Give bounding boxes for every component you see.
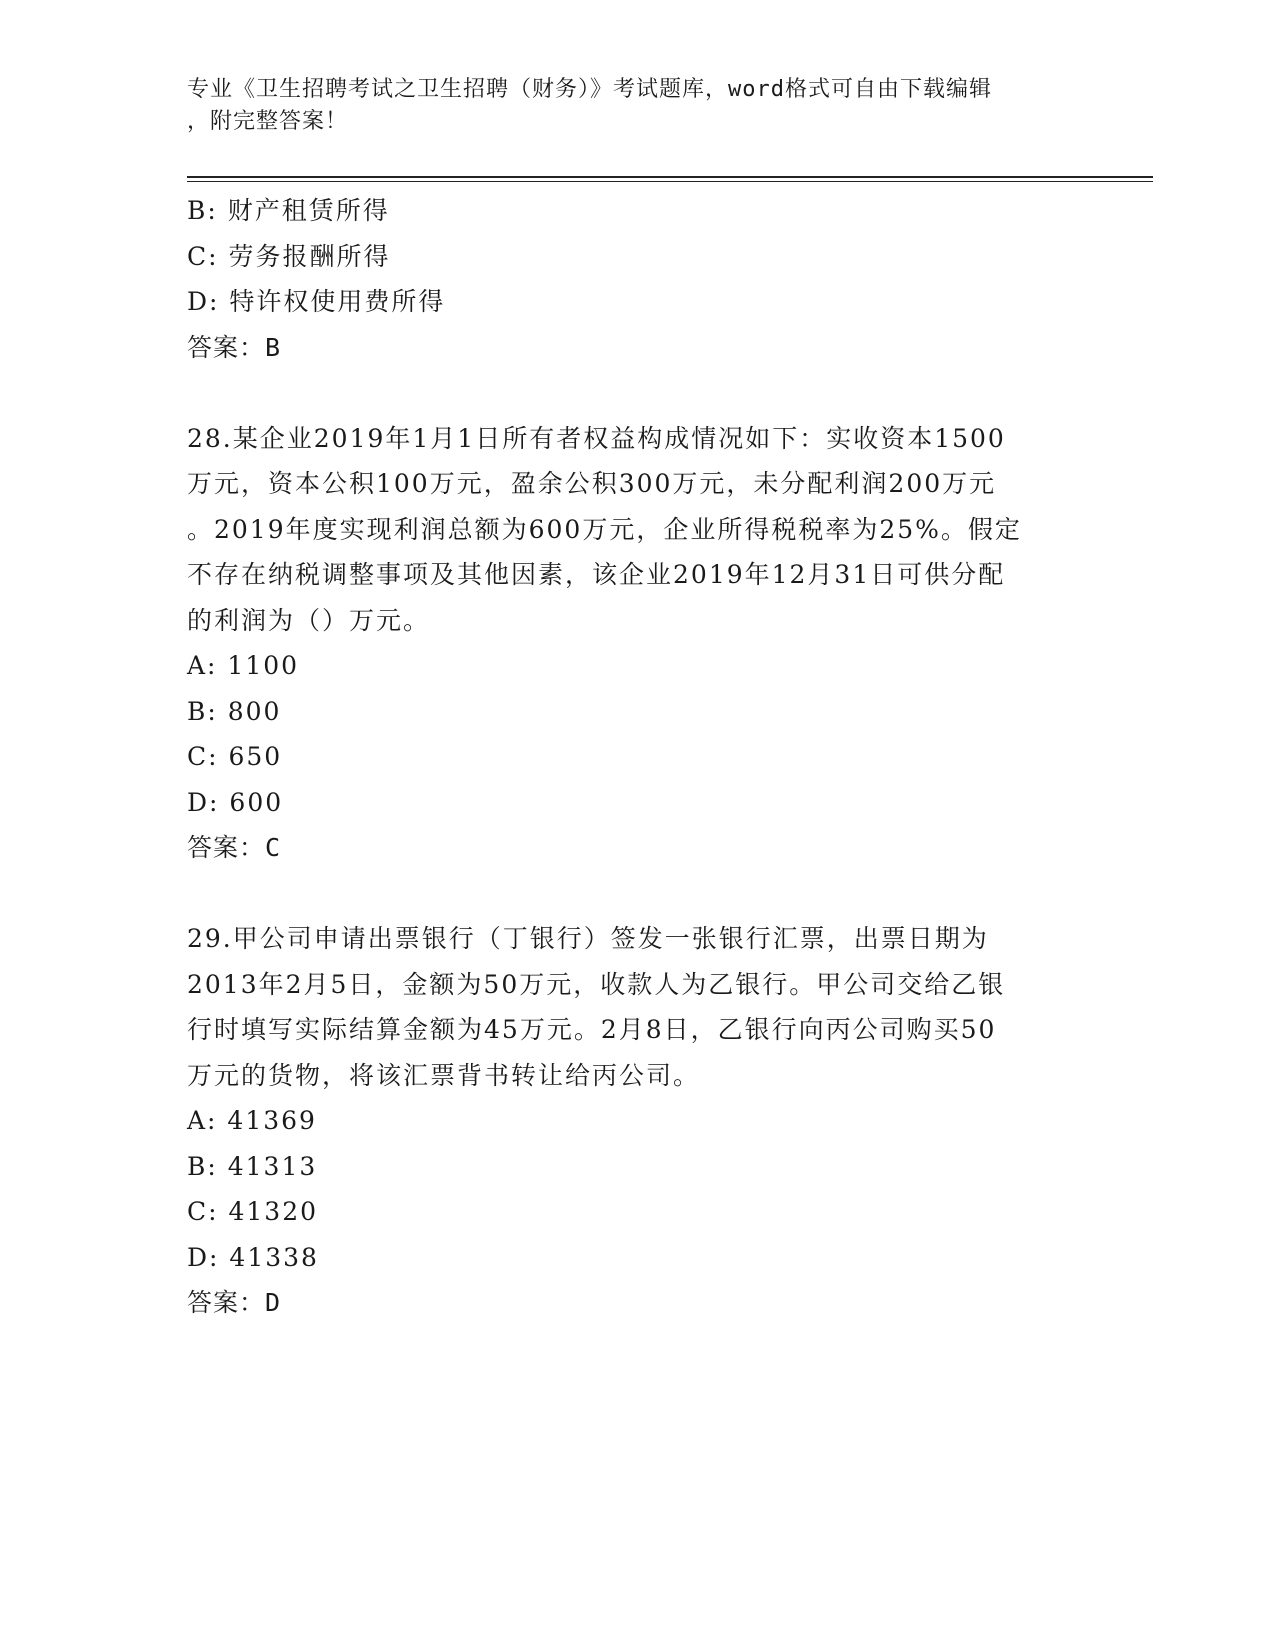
answer: 答案：C: [187, 833, 282, 862]
answer: 答案：D: [187, 1288, 282, 1317]
header-line-1: 专业《卫生招聘考试之卫生招聘（财务）》考试题库，word格式可自由下载编辑: [187, 77, 992, 102]
question-stem-line: 的利润为（）万元。: [187, 605, 431, 635]
option-d: D: 41338: [187, 1242, 319, 1272]
spacer: [187, 871, 1087, 917]
question-stem-line: 行时填写实际结算金额为45万元。2月8日，乙银行向丙公司购买50: [187, 1015, 997, 1044]
answer: 答案：B: [187, 332, 282, 362]
page-header: [187, 74, 1087, 138]
option-b: B: 41313: [187, 1151, 318, 1181]
question-content: [187, 188, 1087, 1326]
question-stem-line: 2013年2月5日，金额为50万元，收款人为乙银行。甲公司交给乙银: [187, 969, 1006, 999]
option-c: C: 劳务报酬所得: [187, 241, 391, 271]
question-stem-line: 不存在纳税调整事项及其他因素，该企业2019年12月31日可供分配: [187, 560, 1006, 589]
option-b: B: 财产租赁所得: [187, 196, 390, 225]
option-a: A: 1100: [187, 651, 300, 680]
option-c: C: 41320: [187, 1197, 319, 1226]
question-27-tail: [187, 188, 1087, 370]
question-28: [187, 416, 1087, 871]
question-stem-line: 万元，资本公积100万元，盈余公积300万元，未分配利润200万元: [187, 469, 997, 498]
question-29: [187, 916, 1087, 1326]
spacer: [187, 370, 1087, 416]
option-b: B: 800: [187, 696, 282, 726]
header-rule: [187, 176, 1153, 178]
question-stem-line: 。2019年度实现利润总额为600万元，企业所得税税率为25%。假定: [187, 514, 1022, 544]
header-rule-thin: [187, 181, 1153, 182]
option-a: A: 41369: [187, 1106, 317, 1135]
option-c: C: 650: [187, 742, 283, 771]
option-d: D: 600: [187, 787, 284, 817]
header-line-2: ，附完整答案！: [187, 109, 349, 134]
question-stem-line: 29.甲公司申请出票银行（丁银行）签发一张银行汇票，出票日期为: [187, 924, 989, 953]
question-stem-line: 28.某企业2019年1月1日所有者权益构成情况如下：实收资本1500: [187, 423, 1006, 453]
question-stem-line: 万元的货物，将该汇票背书转让给丙公司。: [187, 1060, 701, 1090]
option-d: D: 特许权使用费所得: [187, 287, 446, 316]
